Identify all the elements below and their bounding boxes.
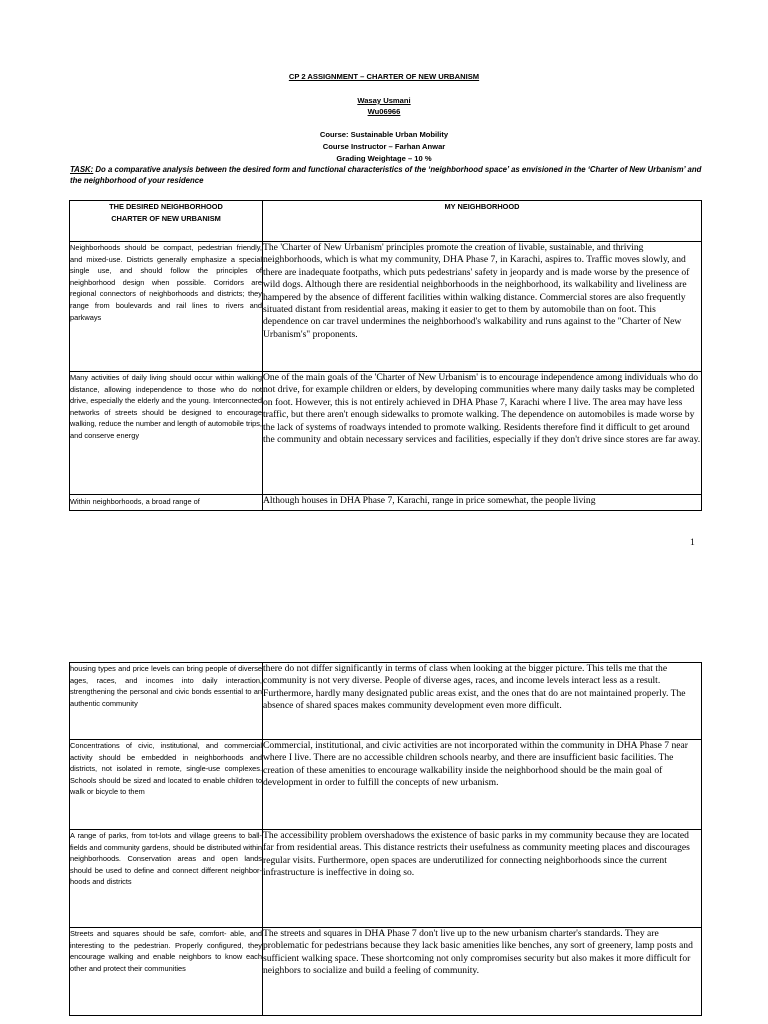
neighborhood-analysis-cell: Although houses in DHA Phase 7, Karachi, range in price somewhat, the people living: [263, 495, 702, 511]
charter-principle-cell: Concentrations of civic, institutional, and commercial activity should be embedded in neighborhoods and districts, not isolated in remote, single-use complexes. Schools should be sized and located to enable children to walk or bicycle to them: [70, 740, 263, 830]
neighborhood-analysis-cell: there do not differ significantly in terms of class when looking at the bigger picture. This tells me that the community is not very diverse. People of diverse ages, races, and income levels interact less as a result. Furthermore, hardly many designated public areas exist, and the ones that do are not maintained properly. The absence of shared spaces makes community development even more difficult.: [263, 663, 702, 740]
document-title: CP 2 ASSIGNMENT – CHARTER OF NEW URBANISM: [288, 72, 480, 81]
charter-principle-cell: Many activities of daily living should occur within walking distance, allowing independence to those who do not drive, especially the elderly and the young. Interconnected networks of streets should be designed to encourage walking, reduce the number and length of automobile trips, and conserve energy: [70, 372, 263, 495]
column-header-charter-line2: CHARTER OF NEW URBANISM: [111, 214, 221, 223]
table-row: [70, 663, 702, 740]
table-row: [70, 928, 702, 1016]
page-break: [0, 560, 768, 660]
neighborhood-analysis-cell: Commercial, institutional, and civic activities are not incorporated within the community in DHA Phase 7 near where I live. There are no accessible children schools nearby, and there are insufficient basic facilities. The creation of these amenities to encourage walkability inside the neighborhood should be the main goal of development in order to fulfill the concepts of new urbanism.: [263, 740, 702, 830]
neighborhood-analysis-cell: One of the main goals of the 'Charter of New Urbanism' is to encourage independence among individuals who do not drive, for example children or elders, by developing communities where many daily tasks may be completed on foot. However, this is not entirely achieved in DHA Phase 7, Karachi where I live. The area may have less traffic, but there aren't enough sidewalks to promote walking. The dependence on automobiles is made worse by the lack of systems of roadways intended to promote walking. Residents therefore find it difficult to get around the community and obtain necessary services and facilities, especially if they don't drive since stores are far away.: [263, 372, 702, 495]
column-header-my-neighborhood: MY NEIGHBORHOOD: [263, 201, 702, 242]
charter-principle-cell: housing types and price levels can bring people of diverse ages, races, and incomes into daily interaction, strengthening the personal and civic bonds essential to an authentic community: [70, 663, 263, 740]
task-label: TASK:: [70, 165, 94, 174]
table-row: [70, 372, 702, 495]
charter-principle-cell: A range of parks, from tot-lots and village greens to ball-fields and community gardens, should be distributed within neighborhoods. Conservation areas and open lands should be used to define and connect different neighbor- hoods and districts: [70, 830, 263, 928]
table-row: [70, 740, 702, 830]
comparison-table: [69, 200, 702, 511]
neighborhood-analysis-cell: The accessibility problem overshadows the existence of basic parks in my community because they are located far from residential areas. This distance restricts their usefulness as community meeting places and discourages regular visits. Furthermore, open spaces are underutilized for connecting neighborhoods since the current infrastructure is ineffective in doing so.: [263, 830, 702, 928]
charter-principle-cell: Streets and squares should be safe, comfort- able, and interesting to the pedestrian. Properly configured, they encourage walking and enable neighbors to know each other and protect their communities: [70, 928, 263, 1016]
table-row: [70, 242, 702, 372]
course-name: Course: Sustainable Urban Mobility: [319, 130, 449, 139]
table-row: [70, 495, 702, 511]
comparison-table-continued: [69, 662, 702, 1016]
charter-principle-cell: Neighborhoods should be compact, pedestrian friendly, and mixed-use. Districts generally emphasize a special single use, and should follow the principles of neighborhood design when possible. Corridors are regional connectors of neighborhoods and districts; they range from boulevards and rail lines to rivers and parkways: [70, 242, 263, 372]
grading-weightage: Grading Weightage – 10 %: [336, 154, 432, 163]
column-header-charter-line1: THE DESIRED NEIGHBORHOOD: [109, 202, 223, 211]
author-name: Wasay Usmani: [357, 96, 411, 105]
charter-principle-cell: Within neighborhoods, a broad range of: [70, 495, 263, 511]
neighborhood-analysis-cell: The 'Charter of New Urbanism' principles promote the creation of livable, sustainable, and thriving neighborhoods, which is what my community, DHA Phase 7, in Karachi, aspires to. Traffic moves slowly, and there are inadequate footpaths, which puts pedestrians' safety in jeopardy and is made worse by the presence of wild dogs. Although there are residential neighborhoods in the neighborhood, its walkability and liveliness are hampered by the absence of different facilities within walking distance. Commercial stores are also frequently situated distant from residential areas, making it easier to get to them by automobile than on foot. This dependence on car travel undermines the neighborhood's walkability and runs against to the "Charter of New Urbanism's" proponents.: [263, 242, 702, 372]
table-row: [70, 830, 702, 928]
neighborhood-analysis-cell: The streets and squares in DHA Phase 7 don't live up to the new urbanism charter's standards. They are problematic for pedestrians because they lack basic amenities like benches, any sort of greenery, lamp posts and sufficient walking space. These shortcoming not only compromises security but also makes it more difficult for neighbors to socialize and build a feeling of community.: [263, 928, 702, 1016]
course-instructor: Course Instructor – Farhan Anwar: [322, 142, 446, 151]
student-id: Wu06966: [367, 107, 401, 116]
task-statement: [70, 164, 710, 186]
page-number: 1: [690, 537, 695, 548]
column-header-charter: [70, 201, 263, 242]
table-header-row: [70, 201, 702, 242]
task-text: Do a comparative analysis between the desired form and functional characteristics of the ‘neighborhood space’ as envisioned in the ‘Charter of New Urbanism’ and the neighborhood of your residence: [70, 165, 702, 185]
